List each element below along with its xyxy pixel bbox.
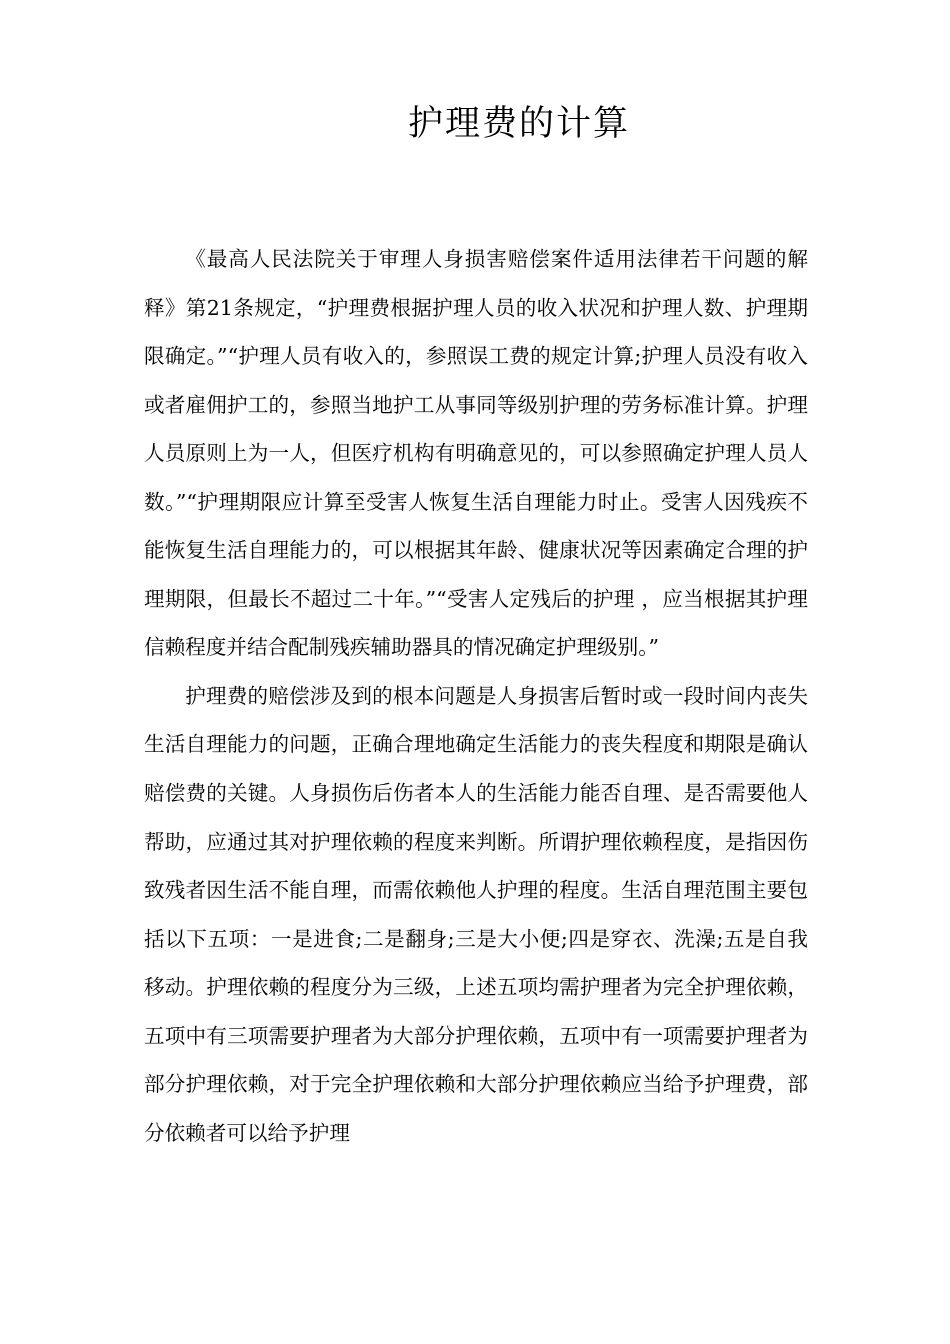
document-title: 护理费的计算	[407, 104, 630, 144]
document-body	[144, 235, 808, 1157]
paragraph-1: 《最高人民法院关于审理人身损害赔偿案件适用法律若干问题的解释》第21条规定，“护理费根据护理人员的收入状况和护理人数、护理期限确定。”“护理人员有收入的，参照误工费的规定计算;护理人员没有收入或者雇佣护工的，参照当地护工从事同等级别护理的劳务标准计算。护理人员原则上为一人，但医疗机构有明确意见的，可以参照确定护理人员人数。”“护理期限应计算至受害人恢复生活自理能力时止。受害人因残疾不能恢复生活自理能力的，可以根据其年龄、健康状况等因素确定合理的护理期限，但最长不超过二十年。”“受害人定残后的护理 ，应当根据其护理信赖程度并结合配制残疾辅助器具的情况确定护理级别。”	[144, 247, 808, 660]
paragraph-2: 护理费的赔偿涉及到的根本问题是人身损害后暂时或一段时间内丧失生活自理能力的问题，正确合理地确定生活能力的丧失程度和期限是确认赔偿费的关键。人身损伤后伤者本人的生活能力能否自理、是否需要他人帮助，应通过其对护理依赖的程度来判断。所谓护理依赖程度，是指因伤致残者因生活不能自理，而需依赖他人护理的程度。生活自理范围主要包括以下五项：一是进食;二是翻身;三是大小便;四是穿衣、洗澡;五是自我移动。护理依赖的程度分为三级，上述五项均需护理者为完全护理依赖，五项中有三项需要护理者为大部分护理依赖，五项中有一项需要护理者为部分护理依赖，对于完全护理依赖和大部分护理依赖应当给予护理费，部分依赖者可以给予护理	[144, 683, 808, 1145]
